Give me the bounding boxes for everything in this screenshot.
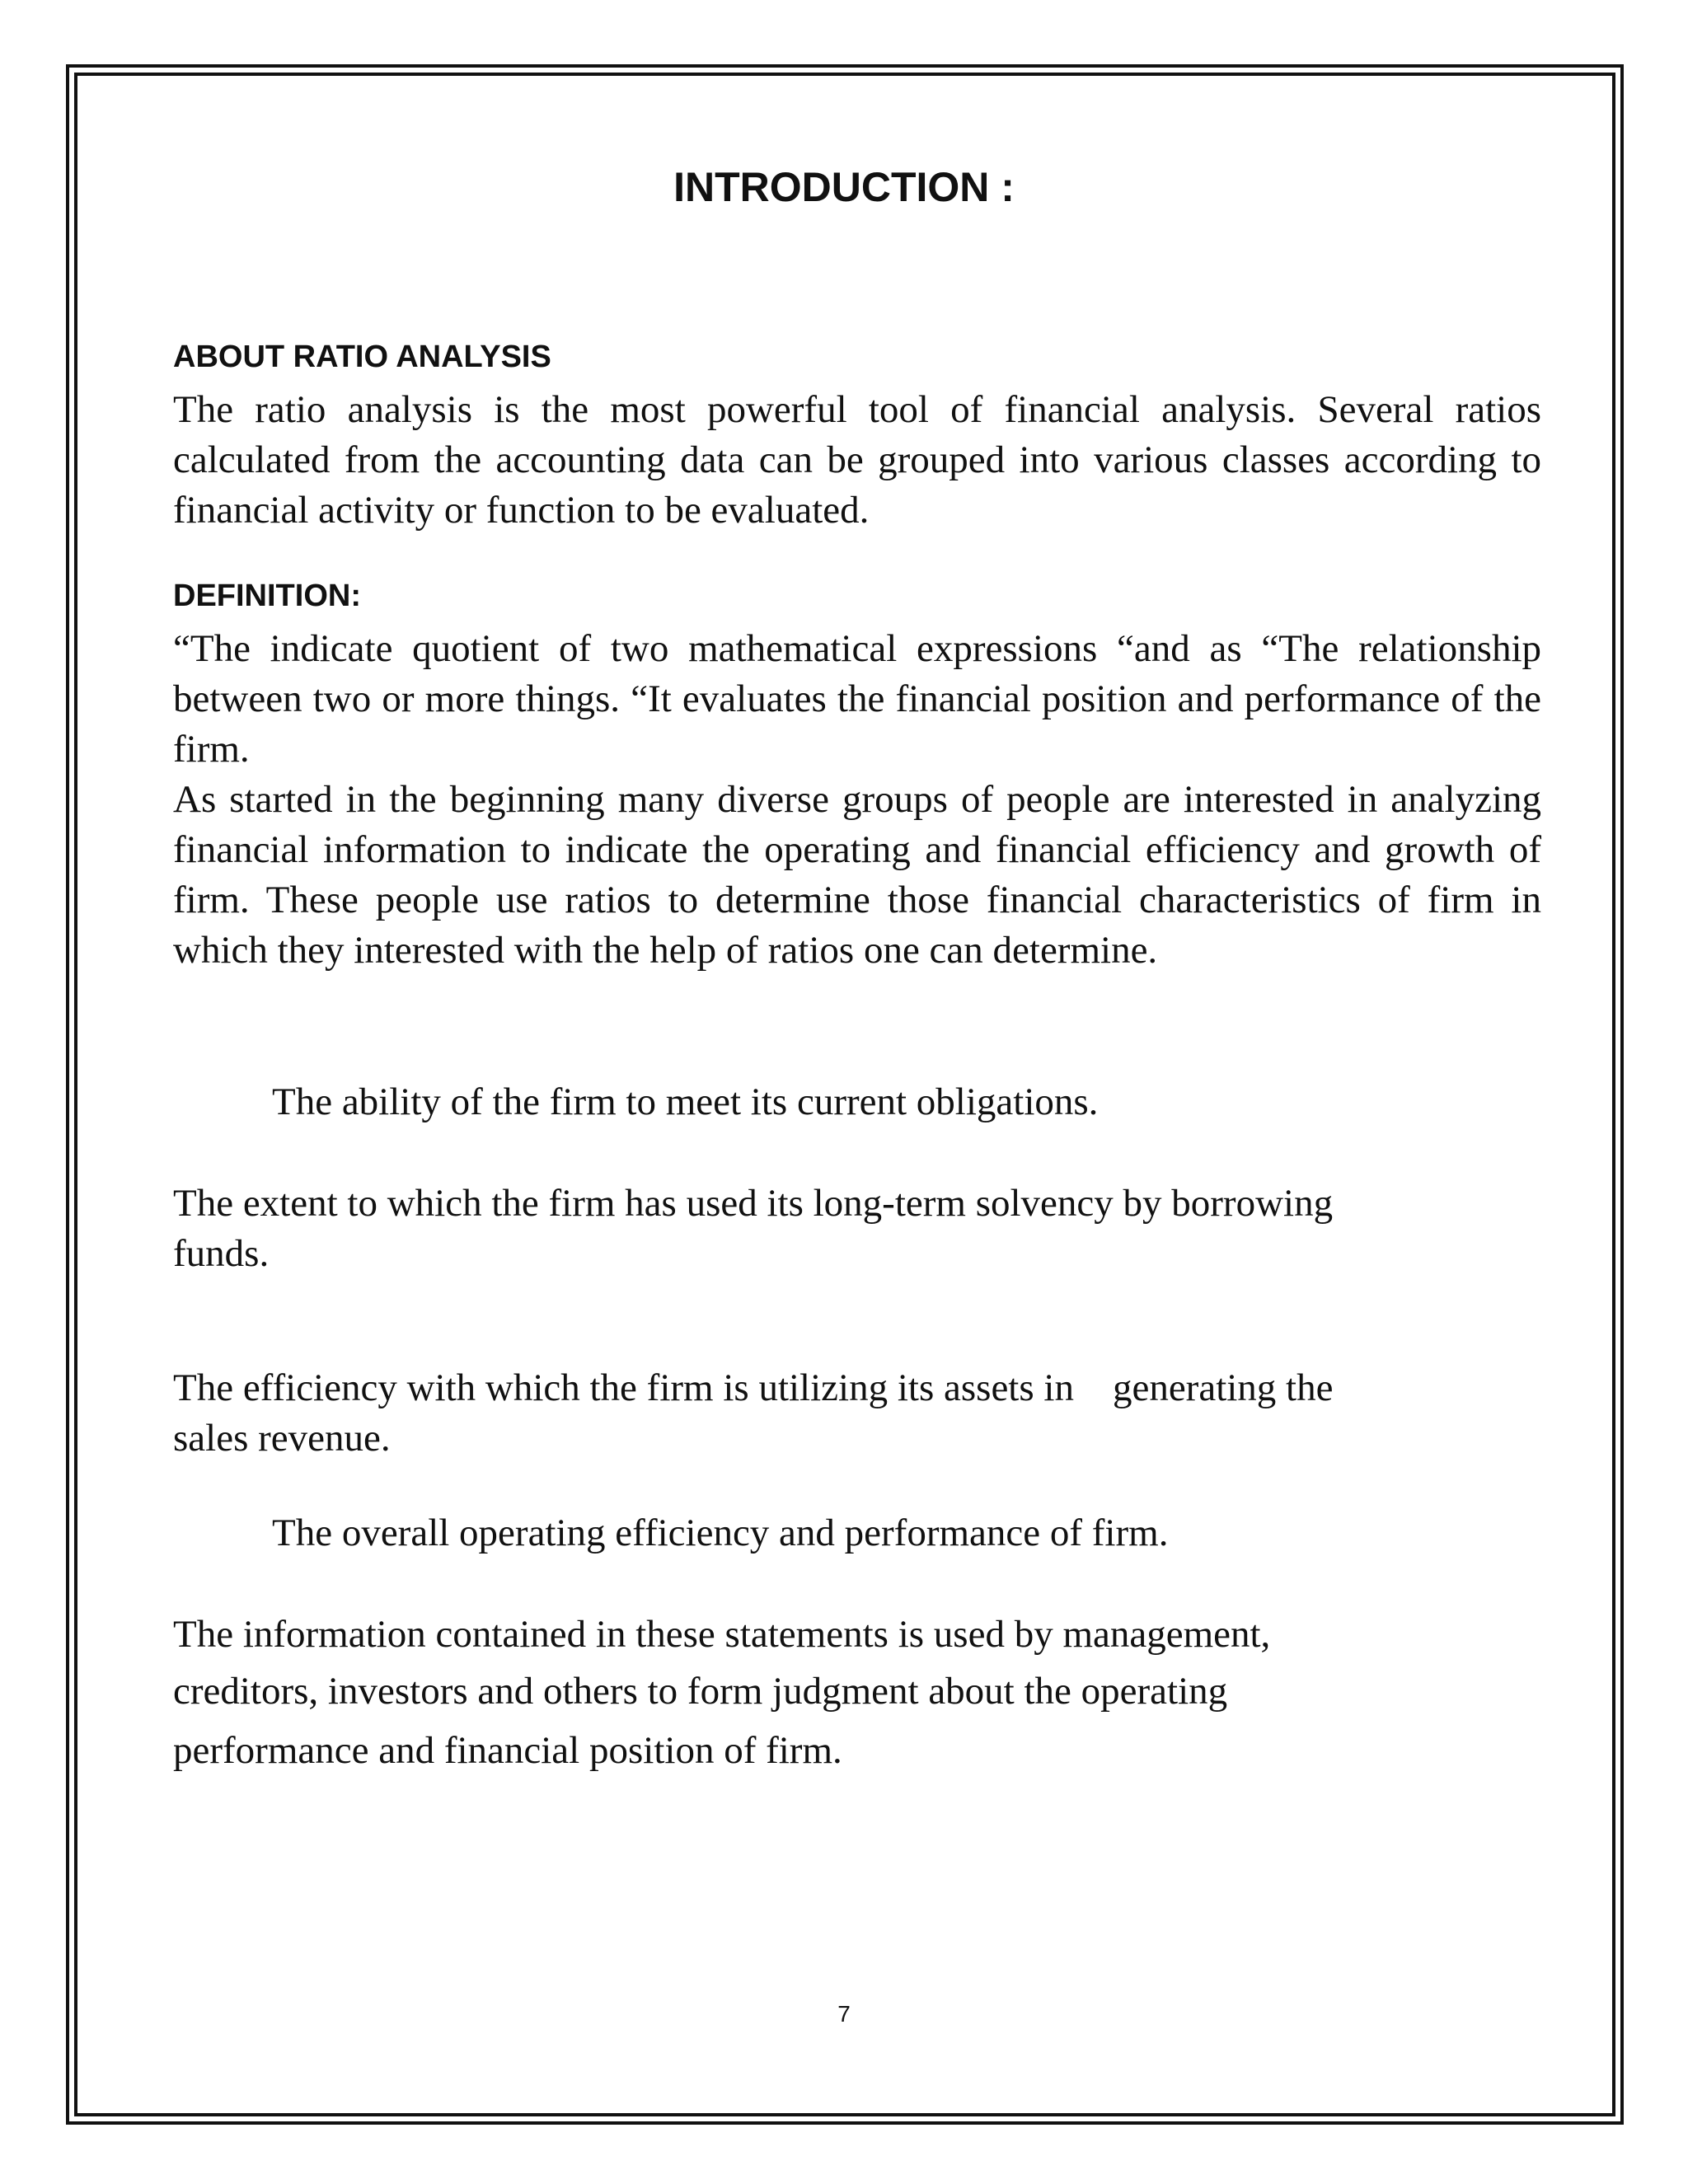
groups-paragraph: As started in the beginning many diverse groups of people are interested in analyzing financial information to indicate the operating and financial efficiency and growth of firm. These people use ratios to determine those financial characteristics of firm in which they interested with the help of ratios one can determine. bbox=[173, 778, 1541, 972]
point-extent-line2: funds. bbox=[173, 1232, 270, 1275]
about-heading: ABOUT RATIO ANALYSIS bbox=[173, 340, 551, 374]
info-line2: creditors, investors and others to form judgment about the operating bbox=[173, 1670, 1228, 1713]
point-ability: The ability of the firm to meet its current obligations. bbox=[272, 1080, 1099, 1123]
page-number: 7 bbox=[837, 2001, 851, 2027]
about-paragraph: The ratio analysis is the most powerful tool of financial analysis. Several ratios calculated from the accounting data can be grouped into various classes according to financial activity or function to be evaluated. bbox=[173, 388, 1541, 532]
point-extent-line1: The extent to which the firm has used its long-term solvency by borrowing bbox=[173, 1182, 1334, 1225]
definition-paragraph: “The indicate quotient of two mathematical expressions “and as “The relationship between two or more things. “It evaluates the financial position and performance of the firm. bbox=[173, 627, 1541, 771]
page-title: INTRODUCTION : bbox=[673, 164, 1015, 210]
info-line1: The information contained in these statements is used by management, bbox=[173, 1613, 1271, 1656]
point-efficiency-line2: sales revenue. bbox=[173, 1417, 391, 1460]
point-efficiency-line1: The efficiency with which the firm is utilizing its assets in generating the bbox=[173, 1366, 1334, 1409]
info-line3: performance and financial position of firm. bbox=[173, 1729, 842, 1772]
point-overall: The overall operating efficiency and performance of firm. bbox=[272, 1511, 1169, 1554]
definition-heading: DEFINITION: bbox=[173, 579, 361, 613]
